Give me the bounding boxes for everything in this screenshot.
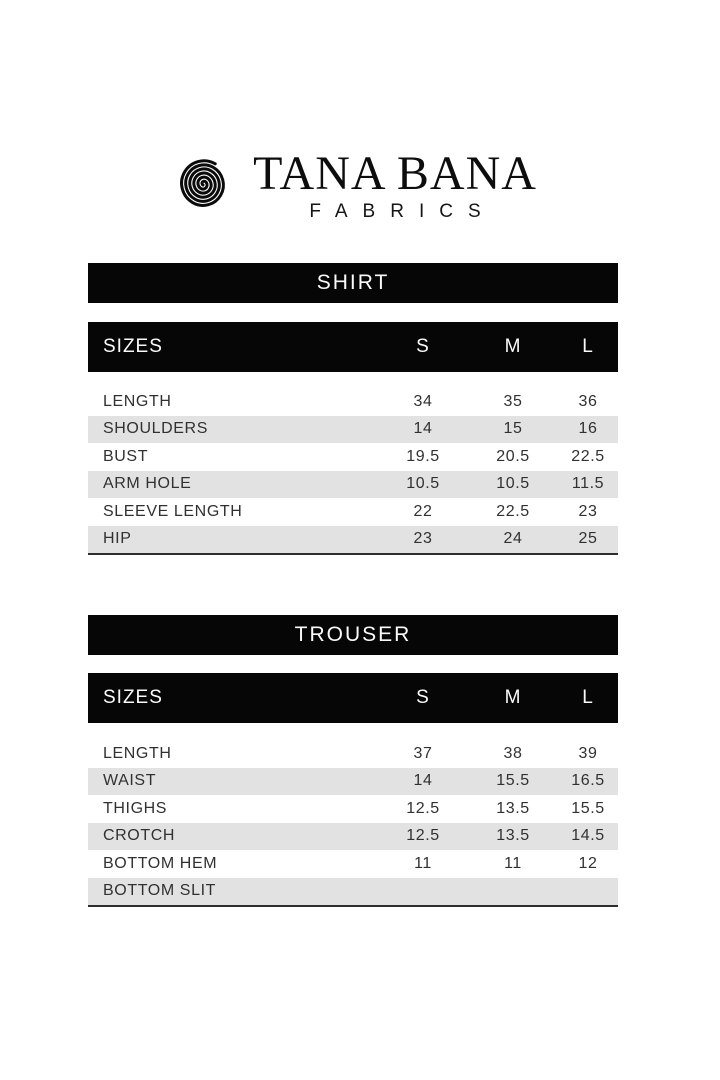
table-row [88, 850, 618, 878]
row-label: WAIST [103, 772, 157, 790]
table-row [88, 823, 618, 851]
row-label: SLEEVE LENGTH [103, 502, 243, 520]
row-label: SHOULDERS [103, 420, 208, 438]
cell-l: 39 [578, 744, 598, 762]
row-label: THIGHS [103, 799, 168, 817]
brand-text-block [253, 148, 537, 223]
table-row [88, 416, 618, 444]
table-row [88, 443, 618, 471]
row-label: BUST [103, 447, 149, 465]
column-header-l: L [582, 336, 594, 357]
trouser-table [88, 740, 618, 907]
column-header-s: S [416, 687, 430, 708]
spiral-icon [169, 151, 237, 219]
cell-s: 12.5 [406, 799, 440, 817]
cell-l: 25 [578, 530, 598, 548]
table-row [88, 740, 618, 768]
brand-name: TANA BANA [253, 147, 537, 200]
cell-s: 12.5 [406, 827, 440, 845]
brand-logo [88, 148, 618, 223]
row-label: BOTTOM HEM [103, 854, 218, 872]
cell-m: 22.5 [496, 502, 530, 520]
brand-logo-row [169, 148, 537, 223]
cell-l: 12 [578, 854, 598, 872]
cell-s: 14 [413, 772, 433, 790]
cell-s: 10.5 [406, 475, 440, 493]
table-row [88, 471, 618, 499]
cell-s: 11 [414, 854, 432, 872]
trouser-sizes-header [88, 673, 618, 723]
cell-l: 22.5 [571, 447, 605, 465]
brand-subtitle: FABRICS [309, 200, 496, 222]
cell-m: 38 [503, 744, 523, 762]
row-label: LENGTH [103, 744, 172, 762]
cell-l: 14.5 [571, 827, 605, 845]
cell-l: 15.5 [571, 799, 605, 817]
cell-s: 23 [413, 530, 433, 548]
sizes-header-label: SIZES [103, 336, 163, 357]
cell-m: 15.5 [496, 772, 530, 790]
cell-m: 20.5 [496, 447, 530, 465]
cell-m: 15 [503, 420, 523, 438]
cell-m: 11 [504, 854, 522, 872]
column-header-m: M [504, 687, 522, 708]
table-row [88, 498, 618, 526]
table-row [88, 526, 618, 554]
cell-l: 36 [578, 392, 598, 410]
cell-l: 16 [578, 420, 598, 438]
row-label: LENGTH [103, 392, 172, 410]
table-row [88, 388, 618, 416]
cell-l: 11.5 [571, 475, 605, 493]
column-header-m: M [504, 336, 522, 357]
column-header-s: S [416, 336, 430, 357]
shirt-sizes-header [88, 322, 618, 372]
row-label: CROTCH [103, 827, 176, 845]
cell-m: 35 [503, 392, 523, 410]
cell-l: 23 [578, 502, 598, 520]
cell-s: 22 [413, 502, 433, 520]
column-header-l: L [582, 687, 594, 708]
shirt-table [88, 388, 618, 555]
row-label: ARM HOLE [103, 475, 192, 493]
cell-s: 14 [413, 420, 433, 438]
table-row [88, 878, 618, 906]
table-row [88, 768, 618, 796]
row-label: HIP [103, 530, 132, 548]
cell-m: 10.5 [496, 475, 530, 493]
cell-s: 19.5 [406, 447, 440, 465]
sizes-header-label: SIZES [103, 687, 163, 708]
trouser-section-title: TROUSER [88, 615, 618, 655]
table-row [88, 795, 618, 823]
row-label: BOTTOM SLIT [103, 882, 216, 900]
shirt-section-title: SHIRT [88, 263, 618, 303]
cell-l: 16.5 [571, 772, 605, 790]
cell-m: 13.5 [496, 799, 530, 817]
cell-m: 24 [503, 530, 523, 548]
cell-s: 37 [413, 744, 433, 762]
cell-s: 34 [413, 392, 433, 410]
cell-m: 13.5 [496, 827, 530, 845]
